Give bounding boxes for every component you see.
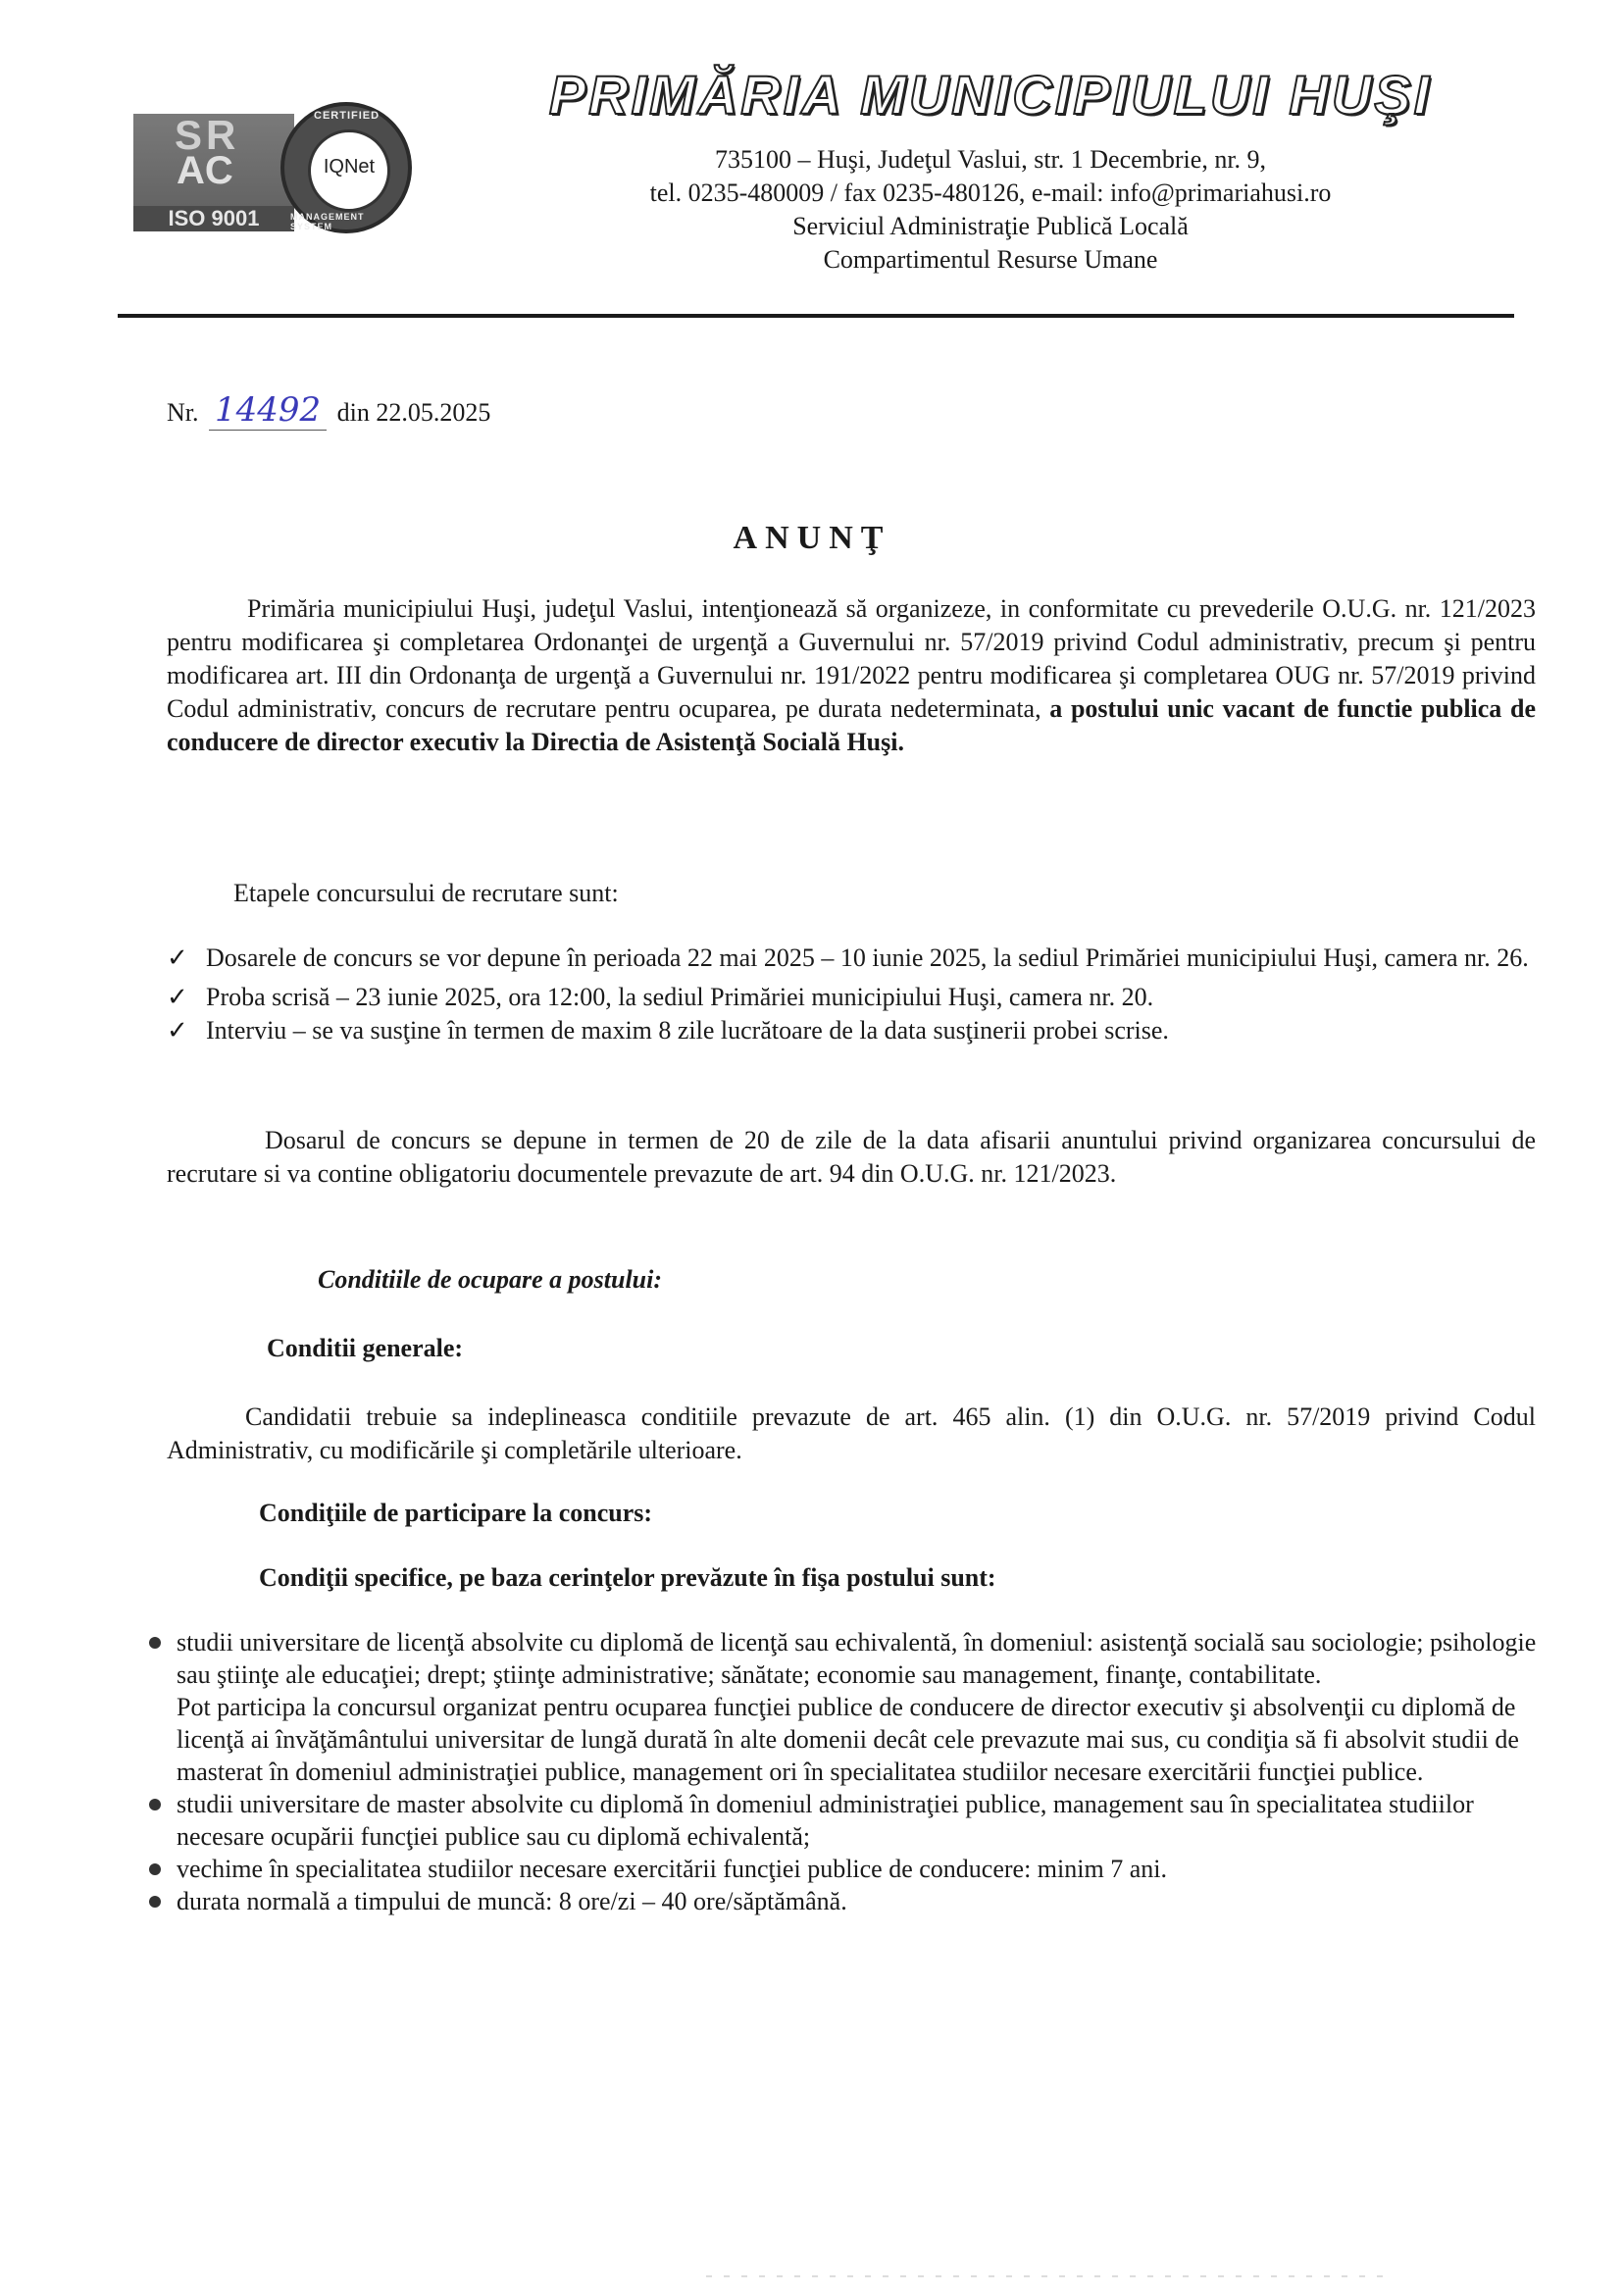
stages-list [167,942,1536,1053]
dossier-paragraph: Dosarul de concurs se depune in termen de 20 de zile de la data afisarii anuntului privind organizarea concursului de recrutare si va contine obligatoriu documentele prevazute de art. 94 din O.U.G. nr. 121/2023. [167,1126,1536,1188]
bullet-icon [149,1863,161,1875]
department-line: Compartimentul Resurse Umane [823,245,1158,274]
stages-heading: Etapele concursului de recrutare sunt: [233,879,619,907]
iqnet-certified-logo [280,102,412,233]
checkmark-icon: ✓ [167,983,188,1011]
registration-date: din 22.05.2025 [336,398,491,427]
institution-contact-block [520,143,1461,277]
stage-text: Interviu – se va susţine în termen de maxim 8 zile lucrătoare de la data susţinerii probei scrise. [206,1016,1169,1045]
scan-artifact [706,2275,1393,2277]
general-conditions-text: Candidatii trebuie sa indeplineasca conditiile prevazute de art. 465 alin. (1) din O.U.G. nr. 57/2019 privind Codul Administrativ, cu modificările şi completările ulterioare. [167,1402,1536,1464]
document-title: ANUNŢ [733,520,891,556]
condition-extra-text: Pot participa la concursul organizat pentru ocuparea funcţiei publice de conducere de director executiv şi absolvenţii cu diplomă de licenţă ai învăţământului universitar de lungă durată în alte domenii decât cele prevazute mai sus, cu condiţia să fi absolvit studii de masterat în domeniul administraţiei publice, management ori în specialitatea studiilor necesare exercitării funcţiei publice. [177,1693,1519,1786]
list-item [167,942,1536,975]
bullet-icon [149,1799,161,1810]
condition-text: studii universitare de master absolvite cu diplomă în domeniul administraţiei publice, management sau în specialitatea studiilor necesare ocupării funcţiei publice sau cu diplomă echivalentă; [177,1790,1474,1851]
checkmark-icon: ✓ [167,1016,188,1045]
general-conditions-heading: Conditii generale: [267,1334,464,1362]
list-item [167,981,1536,1014]
header-divider [118,314,1514,318]
sr-ac-iso-logo [133,114,294,231]
iqnet-text: IQNet [323,156,376,178]
condition-text: studii universitare de licenţă absolvite cu diplomă de licenţă sau echivalentă, în domeniul: asistenţă socială sau sociologie; psihologie sau ştiinţe ale educaţiei; drept; ştiinţe administrative; sănătate; economie sau management, finanţe, contabilitate. [177,1628,1537,1689]
iqnet-inner-circle [308,129,390,212]
registration-number [167,390,490,431]
logo-iso-text: ISO 9001 [133,206,294,231]
condition-text: vechime în specialitatea studiilor necesare exercitării funcţiei publice de conducere: minim 7 ani. [177,1855,1167,1883]
list-item [147,1885,1540,1917]
specific-conditions-heading: Condiţii specifice, pe baza cerinţelor prevăzute în fişa postului sunt: [259,1563,996,1592]
list-item [147,1853,1540,1885]
list-item [167,1014,1536,1047]
logo-ac-text: AC [177,149,233,192]
list-item [147,1788,1540,1853]
bullet-icon [149,1637,161,1649]
institution-title: PRIMĂRIA MUNICIPIULUI HUŞI [548,64,1433,126]
registration-prefix: Nr. [167,398,199,427]
participation-heading: Condiţiile de participare la concurs: [259,1499,653,1527]
list-item [147,1626,1540,1788]
intro-paragraph [167,592,1536,759]
condition-text: durata normală a timpului de muncă: 8 ore/zi – 40 ore/săptămână. [177,1887,847,1915]
iqnet-ring-top: CERTIFIED [314,110,381,122]
service-line: Serviciul Administraţie Publică Locală [792,212,1189,240]
iqnet-ring-bottom: MANAGEMENT SYSTEM [290,212,365,231]
conditions-heading: Conditiile de ocupare a postului: [318,1265,663,1294]
intro-bold-text: a postului unic vacant de functie publica de conducere de director executiv la Directia de Asistenţă Socială Huşi. [167,694,1536,756]
contact-line: tel. 0235-480009 / fax 0235-480126, e-mail: info@primariahusi.ro [649,178,1332,207]
intro-text: Primăria municipiului Huşi, judeţul Vaslui, intenţionează să organizeze, in conformitate cu prevederile O.U.G. nr. 121/2023 pentru modificarea şi completarea Ordonanţei de urgenţă a Guvernului nr. 57/2019 privind Codul administrativ, precum şi pentru modificarea art. III din Ordonanţa de urgenţă a Guvernului nr. 191/2022 pentru modificarea şi completarea OUG nr. 57/2019 privind Codul administrativ, concurs de recrutare pentru ocuparea, pe durata nedeterminata, [167,594,1536,723]
address-line: 735100 – Huşi, Judeţul Vaslui, str. 1 Decembrie, nr. 9, [714,145,1267,174]
bullet-icon [149,1896,161,1908]
handwritten-number: 14492 [209,390,327,431]
checkmark-icon: ✓ [167,943,188,972]
logo-sr-text: SR [175,112,240,158]
stage-text: Proba scrisă – 23 iunie 2025, ora 12:00, la sediul Primăriei municipiului Huşi, camera nr. 20. [206,983,1154,1011]
stage-text: Dosarele de concurs se vor depune în perioada 22 mai 2025 – 10 iunie 2025, la sediul Primăriei municipiului Huşi, camera nr. 26. [206,943,1529,972]
specific-conditions-list [147,1626,1540,1917]
